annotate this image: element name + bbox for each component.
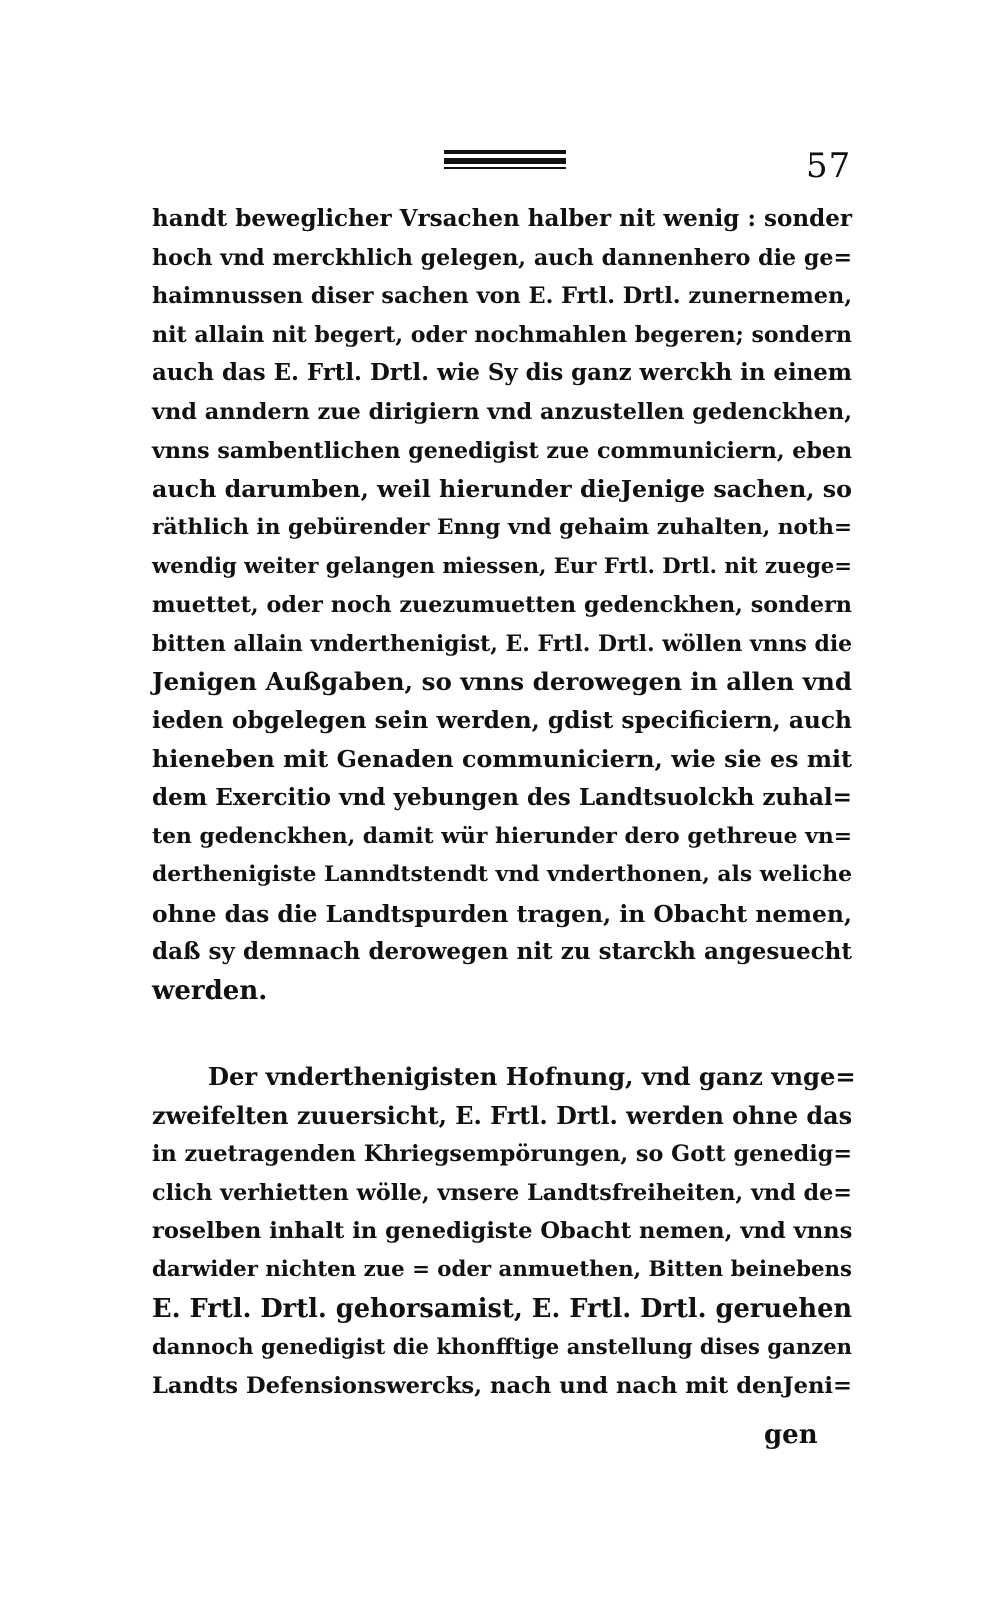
text-line: clich verhietten wölle, vnsere Landtsfreiheiten, vnd de=	[152, 1179, 852, 1206]
header-rule-top	[444, 150, 566, 154]
paragraph-2	[152, 1058, 856, 1405]
text-line: vnd anndern zue dirigiern vnd anzustellen gedenckhen,	[152, 398, 852, 425]
text-line: dannoch genedigist die khonfftige anstellung dises ganzen	[152, 1334, 852, 1360]
text-line: Landts Defensionswercks, nach und nach mit denJeni=	[152, 1372, 852, 1399]
header-rule-bottom	[444, 167, 566, 169]
text-line: dem Exercitio vnd yebungen des Landtsuolckh zuhal=	[152, 783, 852, 811]
text-line: wendig weiter gelangen miessen, Eur Frtl. Drtl. nit zuege=	[152, 553, 852, 579]
text-line: nit allain nit begert, oder nochmahlen begeren; sondern	[152, 321, 852, 348]
text-line: darwider nichten zue = oder anmuethen, Bitten beinebens	[152, 1256, 853, 1282]
text-line: in zuetragenden Khriegsempörungen, so Gott genedig=	[152, 1141, 852, 1168]
text-line: Jenigen Außgaben, so vnns derowegen in allen vnd	[152, 667, 852, 697]
text-line: muettet, oder noch zuezumuetten gedenckhen, sondern	[152, 591, 852, 618]
text-line: ieden obgelegen sein werden, gdist specificiern, auch	[152, 706, 852, 734]
paragraph-1	[152, 200, 852, 1010]
text-line: haimnussen diser sachen von E. Frtl. Drtl. zunernemen,	[152, 283, 852, 310]
header-rule-ornament	[444, 150, 566, 170]
header-rule-middle	[444, 158, 566, 164]
text-line: räthlich in gebürender Enng vnd gehaim zuhalten, noth=	[152, 514, 853, 540]
text-line: vnns sambentlichen genedigist zue communiciern, eben	[152, 437, 853, 464]
text-line: hieneben mit Genaden communiciern, wie sie es mit	[152, 745, 852, 774]
text-line: E. Frtl. Drtl. gehorsamist, E. Frtl. Drtl. geruehen	[152, 1293, 853, 1324]
text-line: bitten allain vnderthenigist, E. Frtl. Drtl. wöllen vnns die	[152, 630, 853, 657]
text-line: Der vnderthenigisten Hofnung, vnd ganz vnge=	[208, 1062, 856, 1091]
text-line: hoch vnd merckhlich gelegen, auch dannenhero die ge=	[152, 244, 852, 271]
text-line: ten gedenckhen, damit wür hierunder dero gethreue vn=	[152, 823, 852, 849]
catchword: gen	[764, 1420, 818, 1450]
page-number: 57	[806, 146, 852, 186]
text-line: handt beweglicher Vrsachen halber nit wenig : sonder	[152, 205, 852, 232]
text-line: derthenigiste Lanndtstendt vnd vnderthonen, als weliche	[152, 862, 852, 888]
text-line: auch das E. Frtl. Drtl. wie Sy dis ganz werckh in einem	[152, 360, 852, 387]
text-line: ohne das die Landtspurden tragen, in Obacht nemen,	[152, 899, 852, 928]
text-line: daß sy demnach derowegen nit zu starckh angesuecht	[152, 938, 852, 966]
text-line: auch darumben, weil hierunder dieJenige sachen, so	[152, 475, 852, 504]
text-line: roselben inhalt in genedigiste Obacht nemen, vnd vnns	[152, 1218, 853, 1245]
text-line: werden.	[152, 975, 268, 1006]
text-line: zweifelten zuuersicht, E. Frtl. Drtl. werden ohne das	[152, 1101, 853, 1130]
